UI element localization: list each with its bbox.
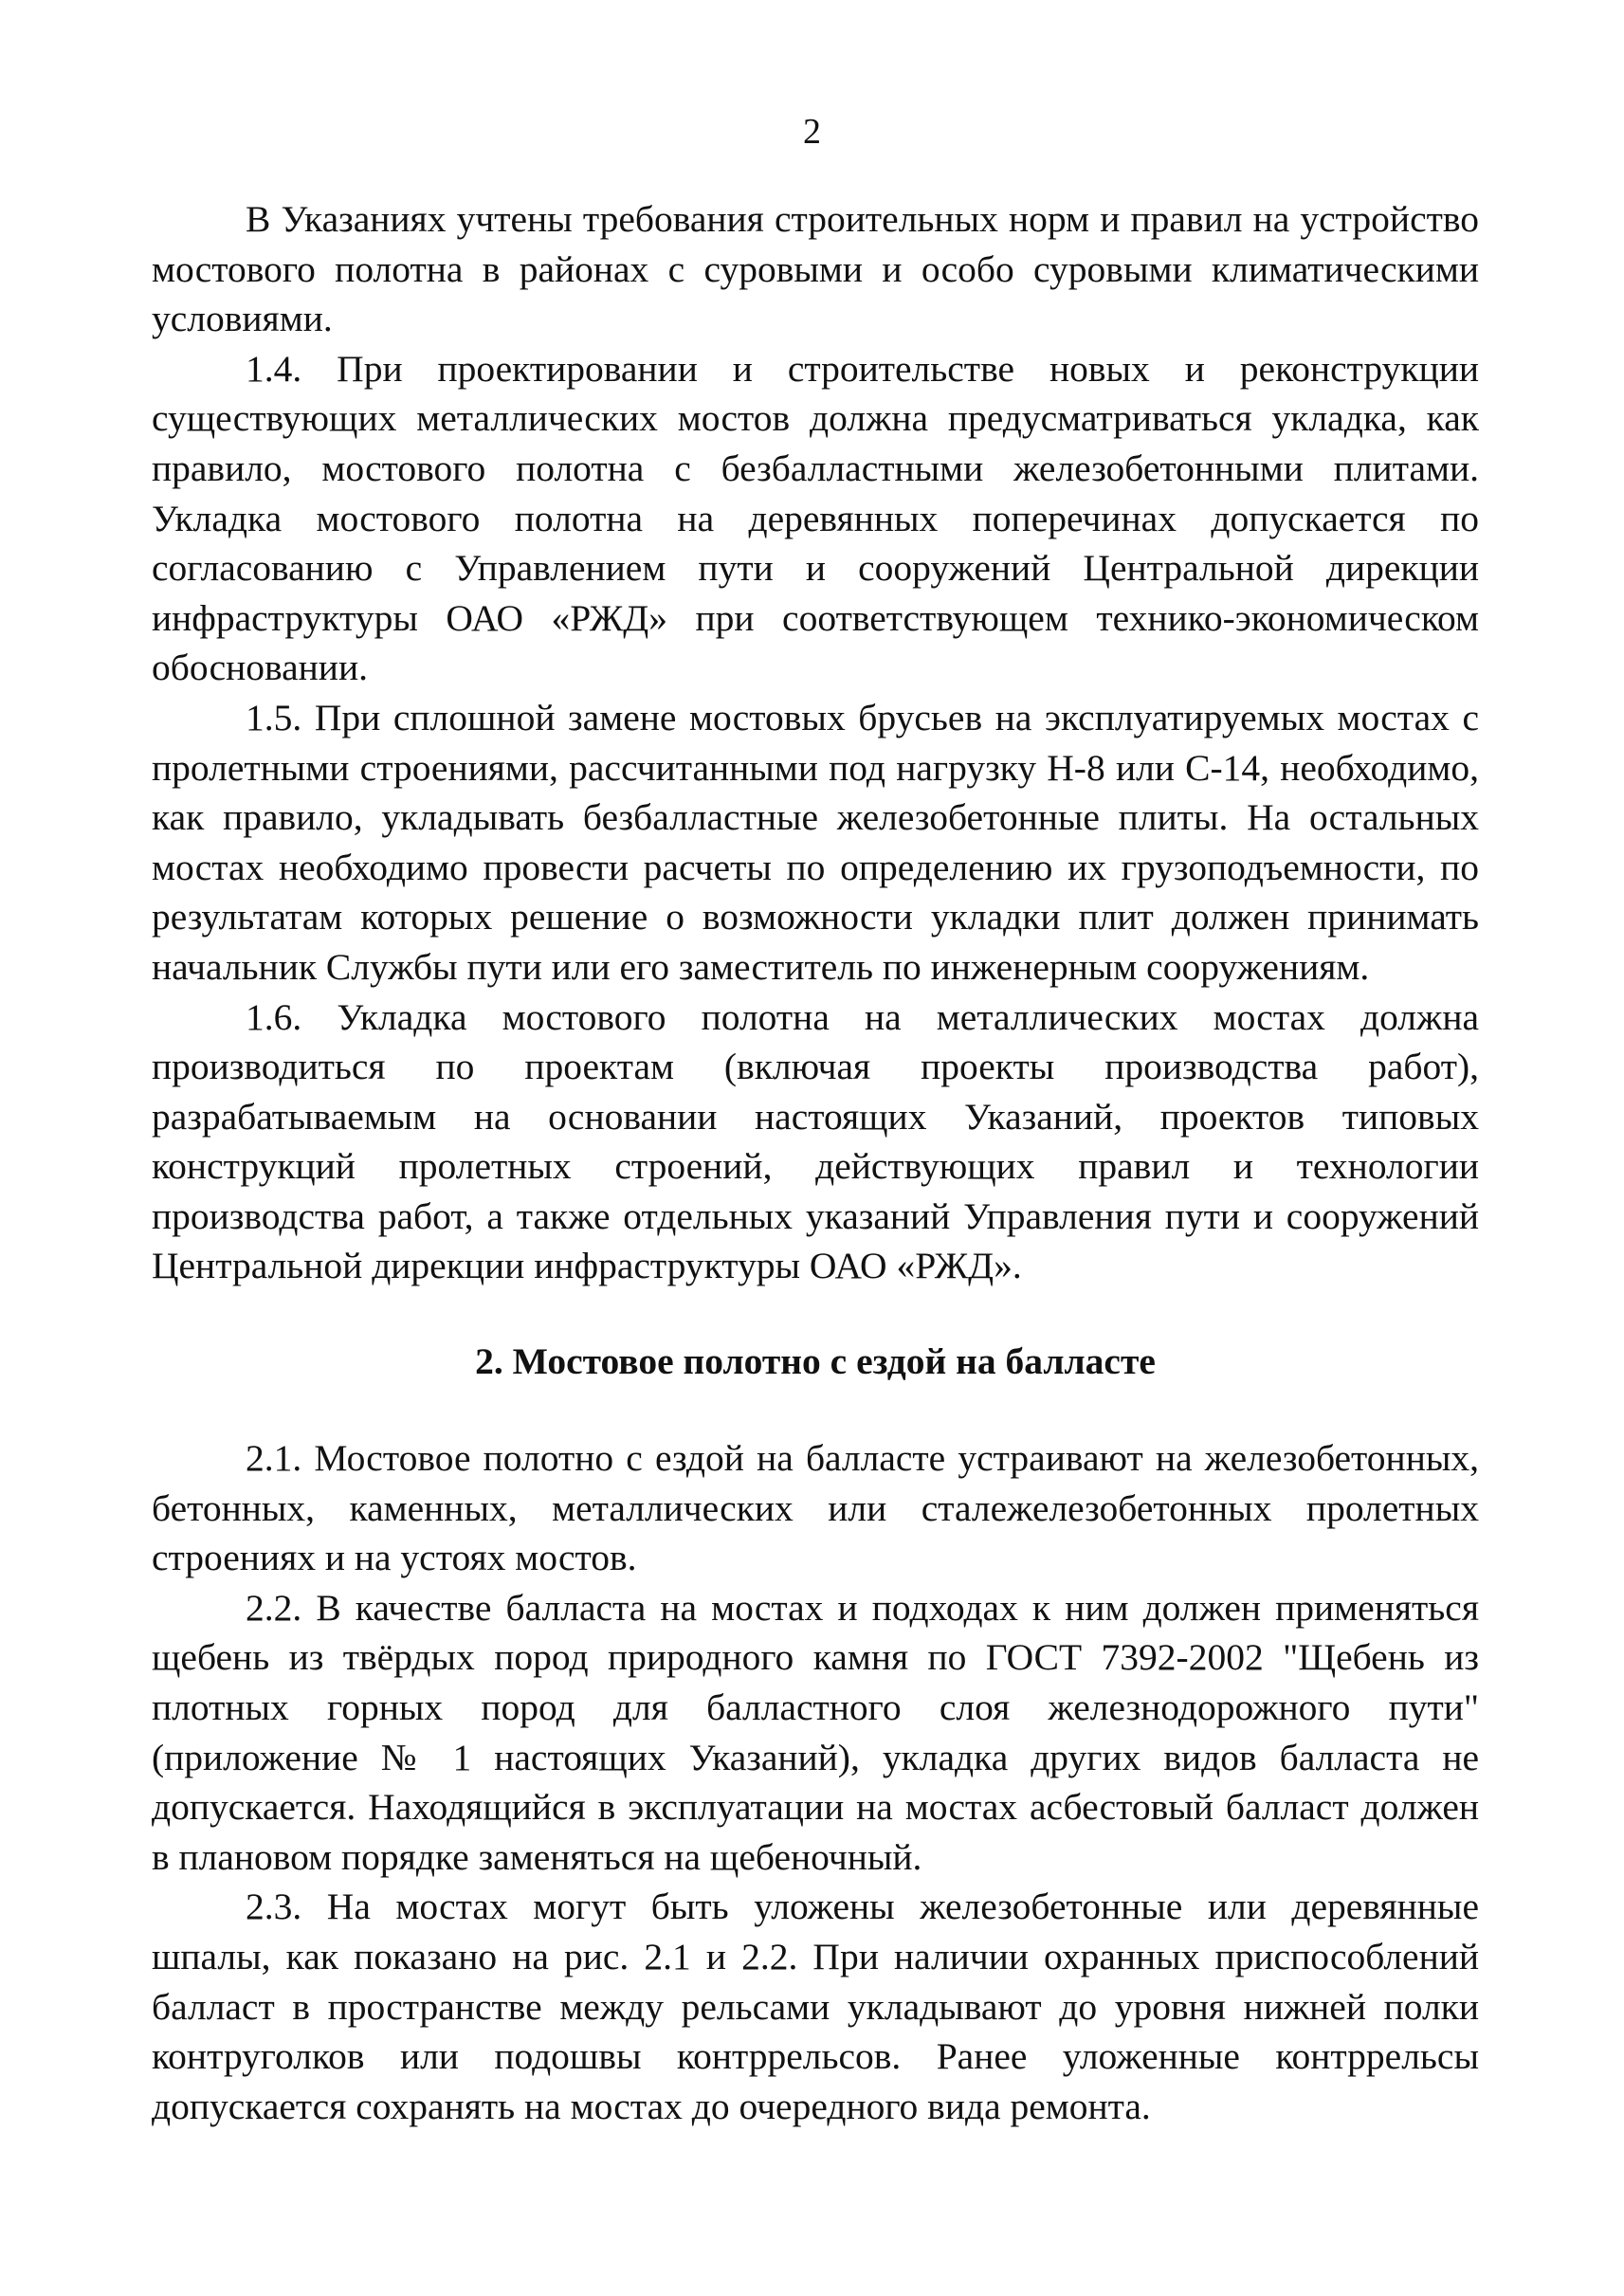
- paragraph-intro: В Указаниях учтены требования строительных норм и правил на устройство мостового полотна в районах с суровыми и особо суровыми климатическими условиями.: [152, 198, 1479, 340]
- page-number: 2: [803, 112, 821, 152]
- paragraph-2-1: 2.1. Мостовое полотно с ездой на балласте устраивают на железобетонных, бетонных, каменных, металлических или сталежелезобетонных пролетных строениях и на устоях мостов.: [152, 1437, 1479, 1579]
- paragraph-1-4: 1.4. При проектировании и строительстве новых и реконструкции существующих металлических мостов должна предусматриваться укладка, как правило, мостового полотна с безбалластными железобетонными плитами. Укладка мостового полотна на деревянных поперечинах допускается по согласованию с Управлением пути и сооружений Центральной дирекции инфраструктуры ОАО «РЖД» при соответствующем технико-экономическом обосновании.: [152, 347, 1479, 689]
- paragraph-2-2: 2.2. В качестве балласта на мостах и подходах к ним должен применяться щебень из твёрдых пород природного камня по ГОСТ 7392-2002 "Щебень из плотных горных пород для балластного слоя железнодорожного пути" (приложение № 1 настоящих Указаний), укладка других видов балласта не допускается. Находящийся в эксплуатации на мостах асбестовый балласт должен в плановом порядке заменяться на щебеночный.: [152, 1586, 1479, 1878]
- paragraph-1-6: 1.6. Укладка мостового полотна на металлических мостах должна производиться по проектам (включая проекты производства работ), разрабатываемым на основании настоящих Указаний, проектов типовых конструкций пролетных строений, действующих правил и технологии производства работ, а также отдельных указаний Управления пути и сооружений Центральной дирекции инфраструктуры ОАО «РЖД».: [152, 995, 1479, 1287]
- document-body: [152, 194, 1479, 2131]
- section-heading: 2. Мостовое полотно с ездой на балласте: [475, 1340, 1156, 1383]
- paragraph-1-5: 1.5. При сплошной замене мостовых брусьев на эксплуатируемых мостах с пролетными строениями, рассчитанными под нагрузку Н-8 или С-14, необходимо, как правило, укладывать безбалластные железобетонные плиты. На остальных мостах необходимо провести расчеты по определению их грузоподъемности, по результатам которых решение о возможности укладки плит должен принимать начальник Службы пути или его заместитель по инженерным сооружениям.: [152, 696, 1479, 988]
- paragraph-2-3: 2.3. На мостах могут быть уложены железобетонные или деревянные шпалы, как показано на рис. 2.1 и 2.2. При наличии охранных приспособлений балласт в пространстве между рельсами укладывают до уровня нижней полки контруголков или подошвы контррельсов. Ранее уложенные контррельсы допускается сохранять на мостах до очередного вида ремонта.: [152, 1886, 1479, 2127]
